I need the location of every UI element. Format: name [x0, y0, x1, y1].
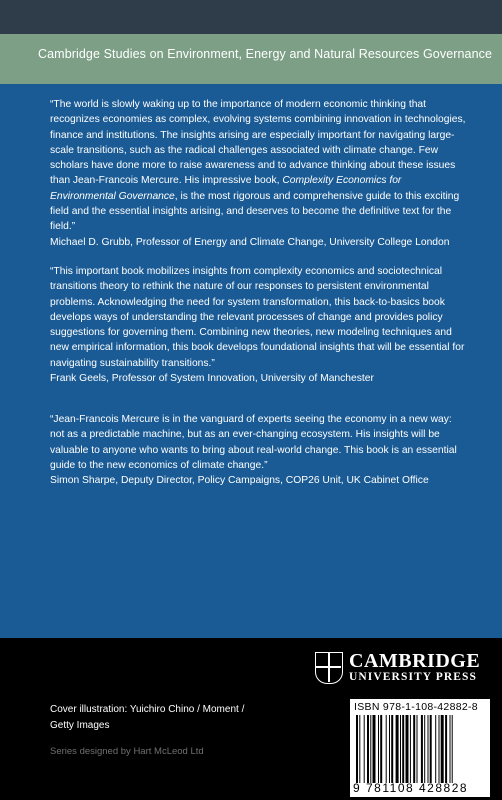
- barcode-bar: [430, 715, 432, 783]
- barcode-bar: [389, 715, 390, 783]
- barcode-digits: 9 781108 428828: [353, 781, 469, 795]
- barcode-icon: [354, 715, 486, 783]
- barcode-bar: [441, 715, 444, 783]
- barcode-bar: [391, 715, 393, 783]
- design-credit: Series designed by Hart McLeod Ltd: [50, 746, 204, 757]
- barcode-bar: [396, 715, 399, 783]
- endorsement-geels: [50, 264, 468, 386]
- barcode-bar: [435, 715, 436, 783]
- series-title: Cambridge Studies on Environment, Energy and Natural Resources Governance: [38, 47, 493, 61]
- cover-credit: Cover illustration: Yuichiro Chino / Moment / Getty Images: [50, 704, 245, 731]
- barcode-bar: [445, 715, 447, 783]
- barcode-bar: [386, 715, 387, 783]
- publisher-press: UNIVERSITY PRESS: [349, 671, 478, 683]
- barcode-bar: [452, 715, 453, 783]
- barcode-bar: [450, 715, 451, 783]
- top-border: [0, 0, 502, 34]
- endorsement-quote: “Jean-Francois Mercure is in the vanguard of experts seeing the economy in a new way: not as a predictable machine, but as an ever-changing ecosystem. His insights will be valuable to anyone who wants to bring about real-world change. This book is an essential guide to the new economics of climate change.”: [50, 414, 457, 471]
- quote-text: , is the most rigorous and comprehensive guide to this exciting field and the essential insights arising, and deserves to become the definitive text for the field.”: [50, 190, 460, 233]
- series-band: [0, 34, 502, 84]
- barcode-bar: [406, 715, 409, 783]
- endorsement-attribution: Michael D. Grubb, Professor of Energy and Climate Change, University College London: [50, 236, 450, 248]
- barcode-bar: [370, 715, 371, 783]
- barcode-bar: [367, 715, 369, 783]
- endorsement-attribution: Simon Sharpe, Deputy Director, Policy Campaigns, COP26 Unit, UK Cabinet Office: [50, 475, 429, 487]
- isbn-barcode-box: [350, 699, 490, 797]
- endorsement-sharpe: [50, 412, 468, 488]
- barcode-bar: [378, 715, 379, 783]
- endorsement-quote: “This important book mobilizes insights from complexity economics and sociotechnical transitions theory to rethink the nature of our responses to persistent environmental problems. Acknowledging the need for system transformation, this back-to-basics book develops ways of understanding the relevant processes of change and provides policy suggestions for governing them. Combining new theories, new modeling techniques and new empirical information, this book develops foundational insights that will be essential for navigating sustainability transitions.”: [50, 266, 465, 369]
- endorsement-attribution: Frank Geels, Professor of System Innovation, University of Manchester: [50, 373, 374, 385]
- barcode-bar: [439, 715, 440, 783]
- quote-text: “The world is slowly waking up to the importance of modern economic thinking that recognizes economies as complex, evolving systems combining innovation in technologies, finance and institutions. The insights arising are especially important for navigating large-scale transitions, such as the radical challenges associated with climate change. Few scholars have done more to raise awareness and to advance thinking about these issues than Jean-Francois Mercure. His impressive book,: [50, 99, 466, 187]
- barcode-bar: [400, 715, 401, 783]
- barcode-bar: [380, 715, 382, 783]
- crest-icon: [315, 652, 343, 684]
- endorsement-quote: [50, 97, 468, 235]
- barcode-bar: [364, 715, 365, 783]
- barcode-bar: [359, 715, 360, 783]
- endorsements-panel: [0, 84, 502, 638]
- barcode-bar: [417, 715, 418, 783]
- barcode-bar: [373, 715, 376, 783]
- barcode-bar: [356, 715, 358, 783]
- publisher-name: CAMBRIDGE: [349, 650, 481, 672]
- barcode-bar: [410, 715, 411, 783]
- barcode-bar: [428, 715, 429, 783]
- barcode-bar: [421, 715, 423, 783]
- book-title: Complexity Economics for Environmental Governance: [50, 175, 402, 202]
- isbn-label: ISBN 978-1-108-42882-8: [354, 701, 478, 713]
- barcode-bar: [413, 715, 415, 783]
- barcode-bar: [402, 715, 404, 783]
- cambridge-logo: [315, 652, 485, 686]
- endorsement-grubb: [50, 97, 468, 250]
- publisher-footer: [0, 638, 502, 800]
- barcode-bar: [424, 715, 425, 783]
